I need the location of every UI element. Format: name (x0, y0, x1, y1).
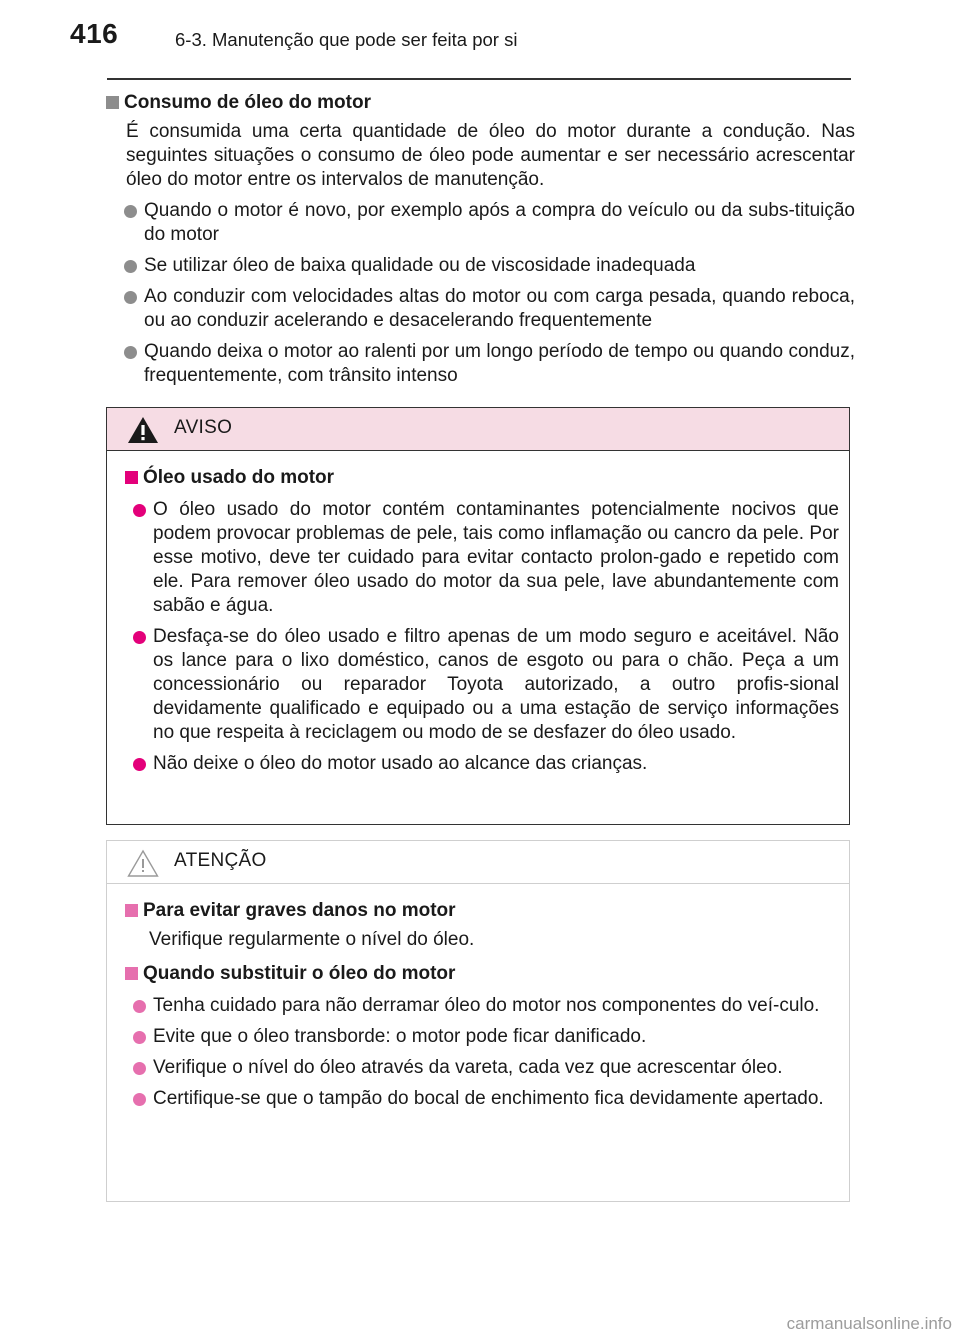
circle-bullet-icon (124, 346, 137, 359)
list-item: Tenha cuidado para não derramar óleo do motor nos componentes do veí-culo. (153, 994, 839, 1018)
list-item: Certifique-se que o tampão do bocal de enchimento fica devidamente apertado. (153, 1087, 839, 1111)
section-title: Consumo de óleo do motor (124, 92, 371, 113)
circle-bullet-icon (133, 631, 146, 644)
circle-bullet-icon (124, 205, 137, 218)
section-heading (106, 90, 855, 116)
header-divider (107, 78, 851, 80)
watermark: carmanualsonline.info (786, 1314, 952, 1333)
list-item: O óleo usado do motor contém contaminantes potencialmente nocivos que podem provocar problemas de pele, tais como inflamação ou cancro da pele. Por esse motivo, deve ter cuidado para evitar contacto prolon-gado e repetido com ele. Para remover óleo usado do motor da sua pele, lave abundantemente com sabão e água. (153, 498, 839, 618)
caution-label: ATENÇÃO (174, 850, 267, 871)
list-item: Evite que o óleo transborde: o motor pode ficar danificado. (153, 1025, 839, 1049)
warning-label: AVISO (174, 417, 233, 438)
square-bullet-icon (125, 471, 138, 484)
list-item: Não deixe o óleo do motor usado ao alcance das crianças. (153, 752, 839, 776)
circle-bullet-icon (124, 260, 137, 273)
section-intro: É consumida uma certa quantidade de óleo do motor durante a condução. Nas seguintes situações o consumo de óleo pode aumentar e ser necessário acrescentar óleo do motor entre os intervalos de manutenção. (126, 121, 855, 190)
page-number: 416 (70, 18, 119, 49)
chapter-title: 6-3. Manutenção que pode ser feita por si (175, 29, 518, 50)
caution-triangle-icon (127, 849, 159, 877)
list-item: Verifique o nível do óleo através da vareta, cada vez que acrescentar óleo. (153, 1056, 839, 1080)
caution-heading-2 (125, 961, 839, 987)
square-bullet-icon (125, 904, 138, 917)
warning-header (107, 408, 849, 451)
circle-bullet-icon (133, 1062, 146, 1075)
circle-bullet-icon (133, 758, 146, 771)
warning-heading (125, 465, 839, 491)
circle-bullet-icon (133, 1093, 146, 1106)
caution-body (107, 884, 849, 1121)
square-bullet-icon (106, 96, 119, 109)
caution-title-1: Para evitar graves danos no motor (143, 900, 456, 921)
warning-box (106, 407, 850, 825)
square-bullet-icon (125, 967, 138, 980)
list-item: Ao conduzir com velocidades altas do motor ou com carga pesada, quando reboca, ou ao conduzir acelerando e desacelerando frequentemente (144, 285, 855, 333)
list-item: Se utilizar óleo de baixa qualidade ou de viscosidade inadequada (144, 254, 855, 278)
caution-box (106, 840, 850, 1202)
caution-heading-1 (125, 898, 839, 924)
list-item: Desfaça-se do óleo usado e filtro apenas de um modo seguro e aceitável. Não os lance para o lixo doméstico, canos de esgoto ou para o chão. Peça a um concessionário ou reparador Toyota autorizado, a outro profis-sional devidamente qualificado e equipado ou a uma estação de serviço informações no que respeita à reciclagem ou modo de se desfazer do óleo usado. (153, 625, 839, 745)
caution-title-2: Quando substituir o óleo do motor (143, 963, 456, 984)
warning-triangle-icon (127, 416, 159, 444)
caution-header (107, 841, 849, 884)
list-item: Quando o motor é novo, por exemplo após a compra do veículo ou da subs-tituição do motor (144, 199, 855, 247)
circle-bullet-icon (124, 291, 137, 304)
caution-text-1: Verifique regularmente o nível do óleo. (149, 929, 475, 950)
circle-bullet-icon (133, 1031, 146, 1044)
circle-bullet-icon (133, 1000, 146, 1013)
warning-title: Óleo usado do motor (143, 467, 335, 488)
oil-consumption-section (110, 90, 855, 388)
list-item: Quando deixa o motor ao ralenti por um longo período de tempo ou quando conduz, frequentemente, com trânsito intenso (144, 340, 855, 388)
circle-bullet-icon (133, 504, 146, 517)
warning-body (107, 451, 849, 786)
